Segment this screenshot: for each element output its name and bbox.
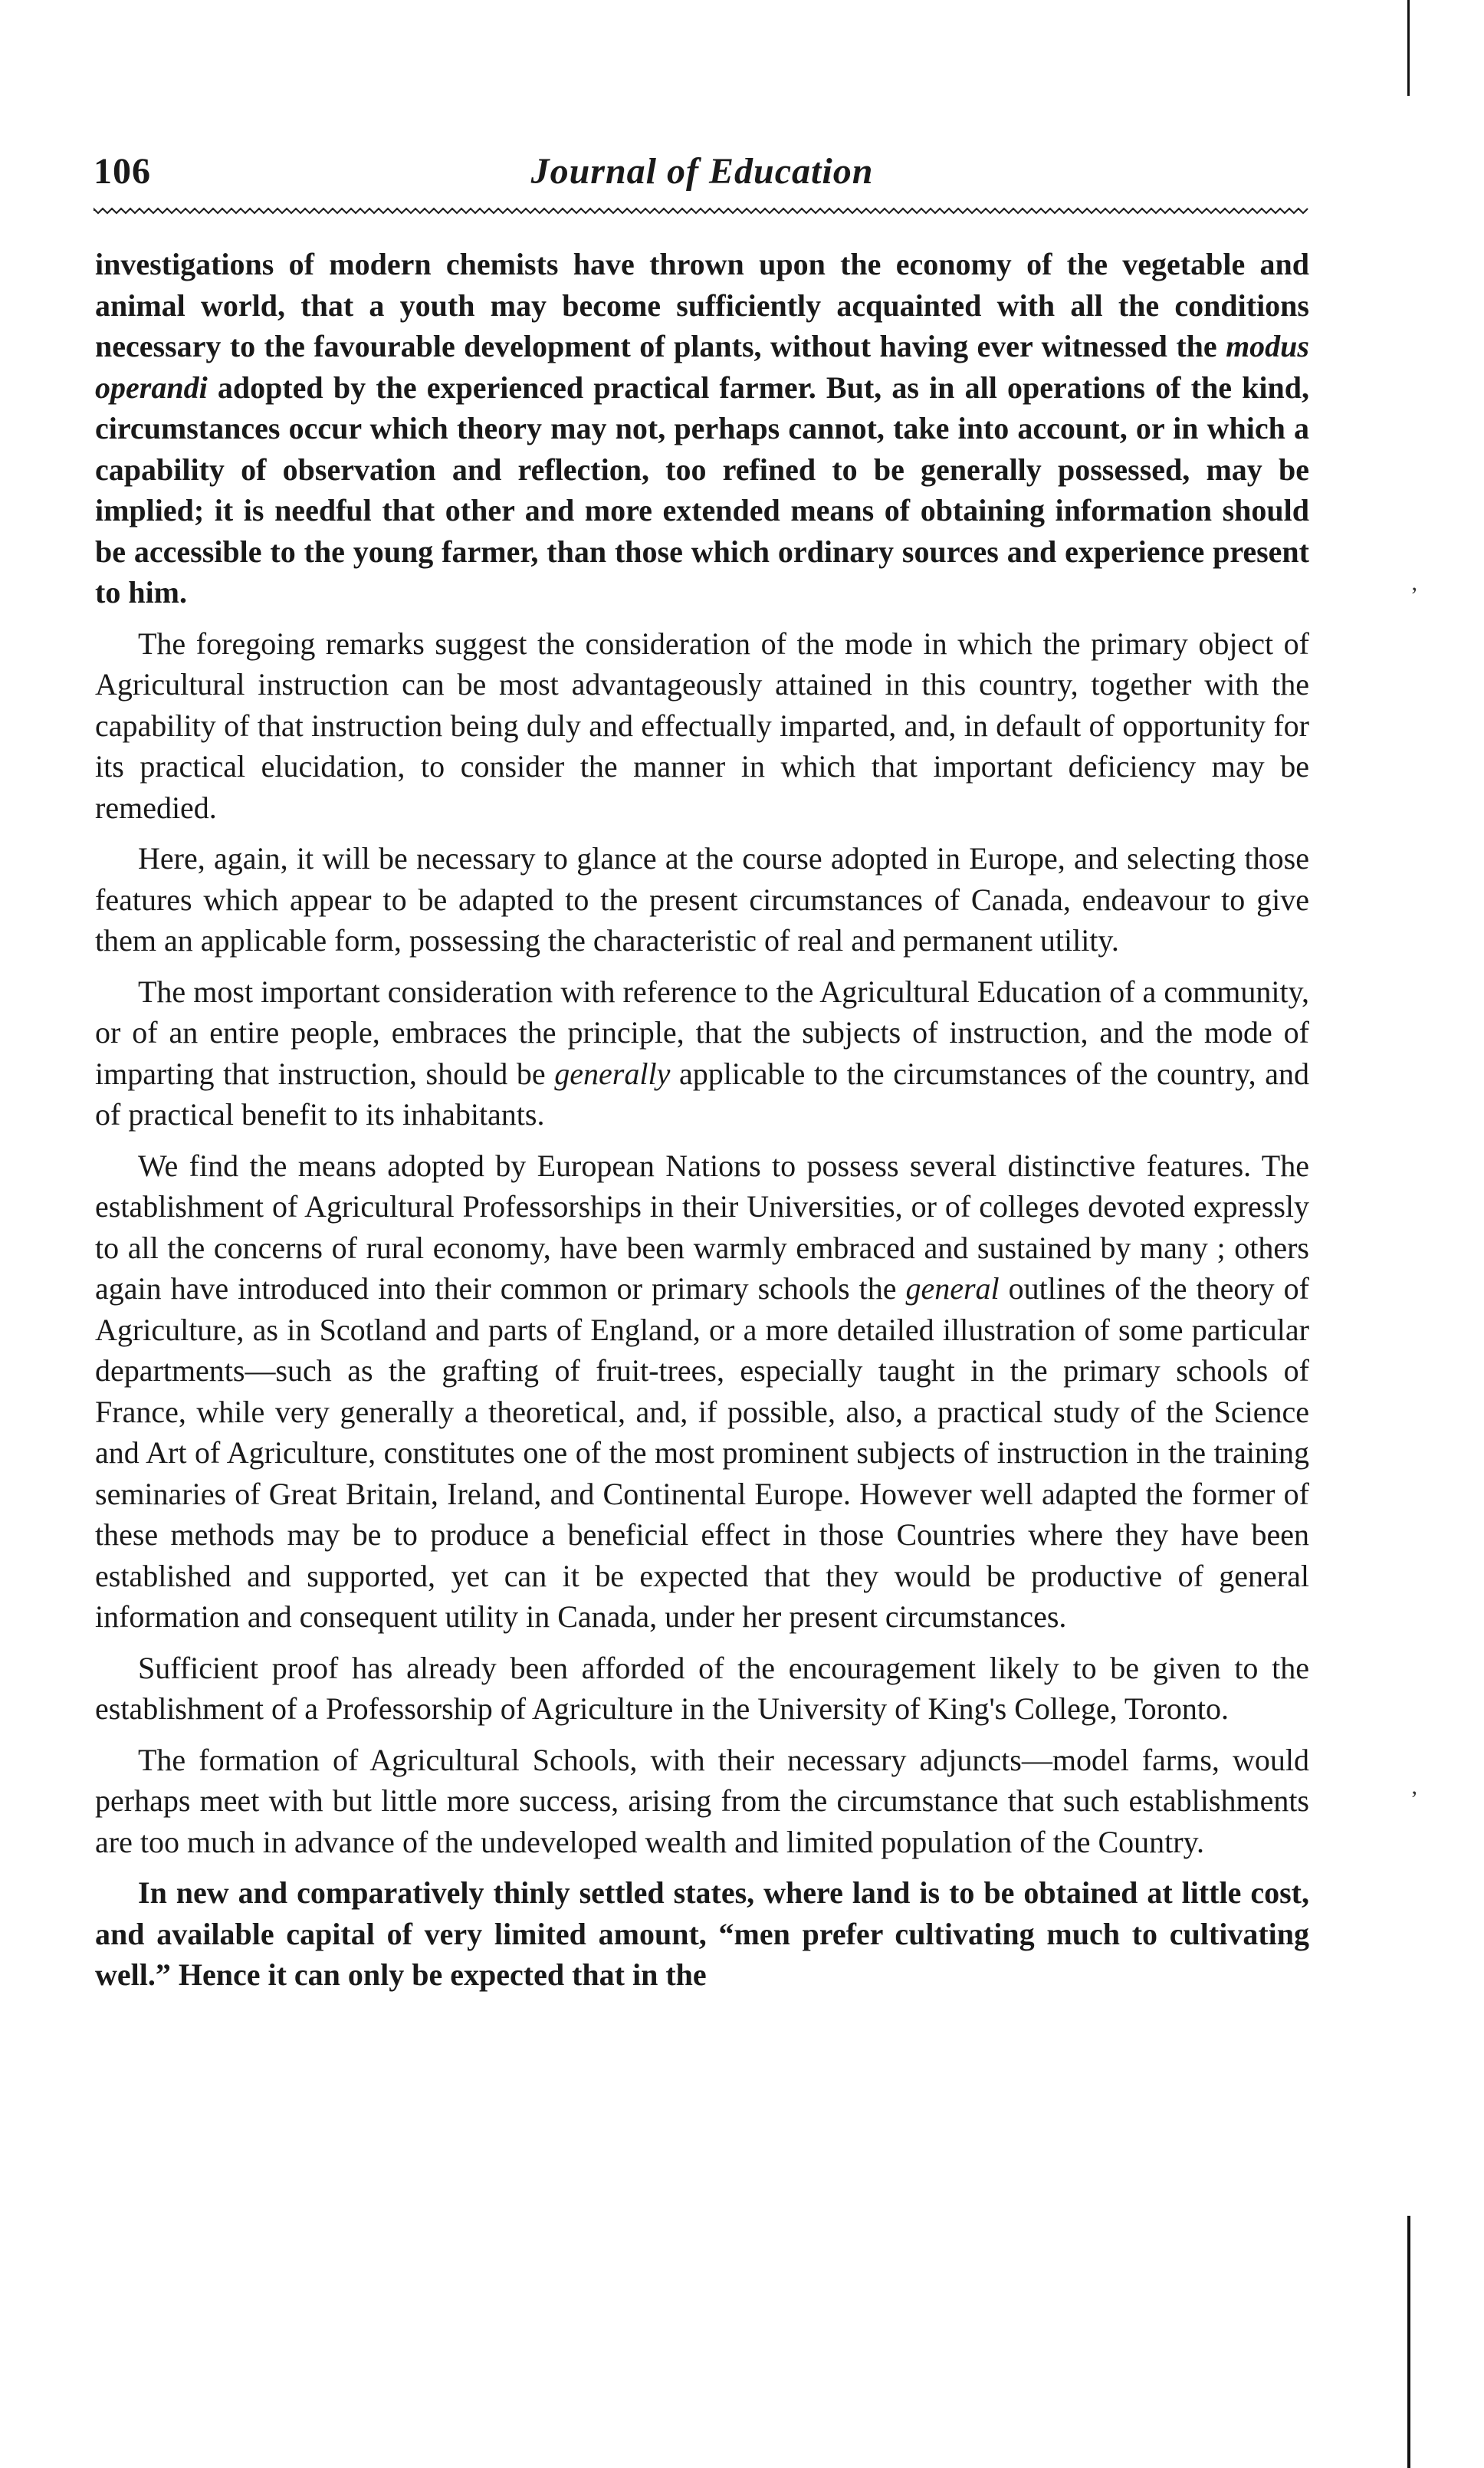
emphasis-generally: generally	[554, 1056, 671, 1091]
paragraph-4: The most important consideration with reference to the Agricultural Education of a community, or of an entire people, embraces the principle, that the subjects of instruction, and the mode of imparting that instruction, should be generally applicable to the circumstances of the country, and of practical benefit to its inhabitants.	[95, 974, 1309, 1132]
paragraph-6: Sufficient proof has already been afforded of the encouragement likely to be given to the establishment of a Professorship of Agriculture in the University of King's College, Toronto.	[95, 1650, 1309, 1726]
paragraph-7: The formation of Agricultural Schools, with their necessary adjuncts—model farms, would perhaps meet with but little more success, arising from the circumstance that such establishments are too much in advance of the undeveloped wealth and limited population of the Country.	[95, 1742, 1309, 1859]
running-title: Journal of Education	[530, 151, 874, 192]
paragraph-5: We find the means adopted by European Nations to possess several distinctive features. The establishment of Agricultural Professorships in their Universities, or of colleges devoted expressly to all the concerns of rural economy, have been warmly embraced and sustained by many ; others again have introduced into their common or primary schools the general outlines of the theory of Agriculture, as in Scotland and parts of England, or a more detailed illustration of some particular departments—such as the grafting of fruit-trees, especially taught in the primary schools of France, while very generally a theoretical, and, if possible, also, a practical study of the Science and Art of Agriculture, constitutes one of the most prominent subjects of instruction in the training seminaries of Great Britain, Ireland, and Continental Europe. However well adapted the former of these methods may be to produce a beneficial effect in those Countries where they have been established and supported, yet can it be expected that they would be productive of general information and consequent utility in Canada, under her present circumstances.	[95, 1148, 1309, 1634]
paragraph-8: In new and comparatively thinly settled states, where land is to be obtained at little cost, and available capital of very limited amount, “men prefer cultivating much to cultivating well.” Hence it can only be expected that in the	[95, 1875, 1309, 1992]
page-header	[94, 150, 1311, 204]
paragraph-3: Here, again, it will be necessary to glance at the course adopted in Europe, and selecting those features which appear to be adapted to the present circumstances of Canada, endeavour to give them an applicable form, possessing the characteristic of real and permanent utility.	[95, 841, 1309, 958]
page-number: 106	[94, 151, 151, 192]
article-body	[95, 244, 1309, 2006]
paragraph-1: investigations of modern chemists have thrown upon the economy of the vegetable and animal world, that a youth may become sufficiently acquainted with all the conditions necessary to the favourable development of plants, without having ever witnessed the modus operandi adopted by the experienced practical farmer. But, as in all operations of the kind, circumstances occur which theory may not, perhaps cannot, take into account, or in which a capability of observation and reflection, too refined to be generally possessed, may be implied; it is needful that other and more extended means of obtaining information should be accessible to the young farmer, than those which ordinary sources and experience present to him.	[95, 247, 1309, 610]
margin-tick-mark: ’	[1410, 583, 1418, 608]
emphasis-modus-operandi: modus operandi	[95, 329, 1309, 405]
margin-scan-line-bottom	[1407, 2216, 1410, 2468]
margin-scan-line-top	[1407, 0, 1410, 96]
emphasis-general: general	[905, 1271, 1000, 1306]
paragraph-2: The foregoing remarks suggest the consideration of the mode in which the primary object of Agricultural instruction can be most advantageously attained in this country, together with the capability of that instruction being duly and effectually imparted, and, in default of opportunity for its practical elucidation, to consider the manner in which that important deficiency may be remedied.	[95, 626, 1309, 825]
margin-tick-mark: ’	[1410, 1786, 1418, 1812]
header-wavy-rule	[94, 207, 1311, 215]
